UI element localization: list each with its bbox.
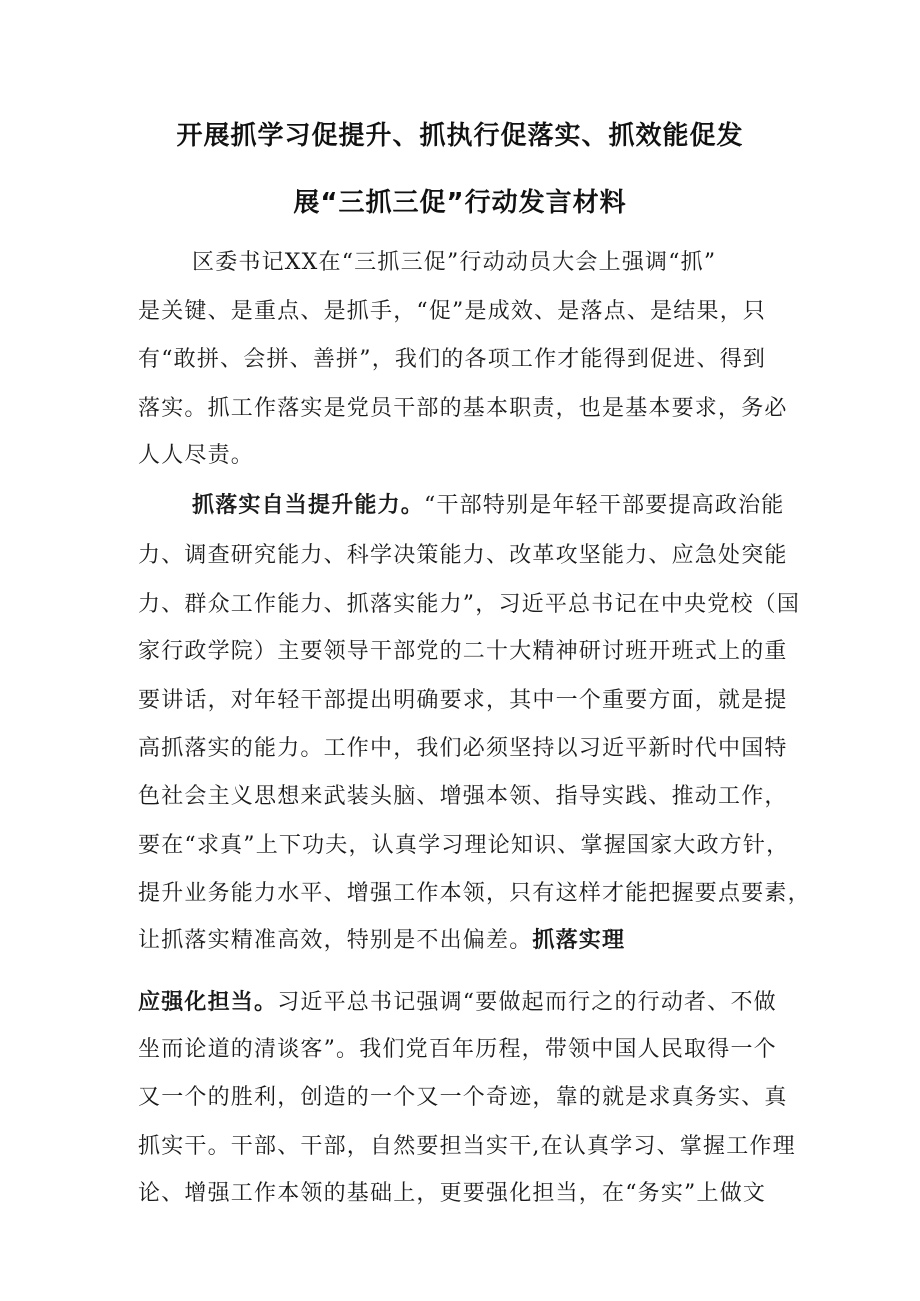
paragraph-2-line-1 bbox=[192, 488, 784, 519]
paragraph-1-line-4: 落实。抓工作落实是党员干部的基本职责，也是基本要求，务必 bbox=[138, 396, 788, 421]
paragraph-3-line-1-text: 习近平总书记强调“要做起而行之的行动者、不做 bbox=[277, 990, 777, 1015]
paragraph-3-line-2: 坐而论道的清谈客”。我们党百年历程，带领中国人民取得一个 bbox=[138, 1037, 777, 1062]
paragraph-1-line-3: 有“敢拼、会拼、善拼”，我们的各项工作才能得到促进、得到 bbox=[138, 347, 767, 372]
paragraph-3-line-3: 又一个的胜利，创造的一个又一个奇迹，靠的就是求真务实、真 bbox=[138, 1085, 788, 1110]
paragraph-2-line-6: 高抓落实的能力。工作中，我们必须坚持以习近平新时代中国特 bbox=[138, 736, 788, 761]
paragraph-2-line-9: 提升业务能力水平、增强工作本领，只有这样才能把握要点要素， bbox=[138, 881, 811, 906]
paragraph-2-line-4: 家行政学院）主要领导干部党的二十大精神研讨班开班式上的重 bbox=[138, 639, 788, 664]
paragraph-2-line-10 bbox=[138, 923, 625, 954]
paragraph-2-line-2: 力、调查研究能力、科学决策能力、改革攻坚能力、应急处突能 bbox=[138, 543, 788, 568]
paragraph-2-line-1-text: “干部特别是年轻干部要提高政治能 bbox=[424, 493, 785, 518]
paragraph-3-line-1 bbox=[138, 985, 777, 1016]
paragraph-2-line-7: 色社会主义思想来武装头脑、增强本领、指导实践、推动工作， bbox=[138, 784, 788, 809]
paragraph-2-line-5: 要讲话，对年轻干部提出明确要求，其中一个重要方面，就是提 bbox=[138, 688, 788, 713]
paragraph-3-line-4: 抓实干。干部、干部，自然要担当实干,在认真学习、掌握工作理 bbox=[138, 1134, 796, 1159]
paragraph-1-line-1: 区委书记XX在“三抓三促”行动动员大会上强调“抓” bbox=[192, 250, 717, 275]
paragraph-1-line-2: 是关键、是重点、是抓手，“促”是成效、是落点、是结果，只 bbox=[138, 299, 767, 324]
paragraph-3-heading-start: 抓落实理 bbox=[532, 928, 626, 953]
paragraph-2-line-3: 力、群众工作能力、抓落实能力”，习近平总书记在中央党校（国 bbox=[138, 592, 801, 617]
paragraph-2-line-10-text: 让抓落实精准高效，特别是不出偏差。 bbox=[138, 928, 533, 953]
paragraph-2-line-8: 要在“求真”上下功夫，认真学习理论知识、掌握国家大政方针， bbox=[138, 833, 790, 858]
paragraph-3-line-5: 论、增强工作本领的基础上，更要强化担当，在“务实”上做文 bbox=[138, 1181, 767, 1206]
paragraph-2-heading: 抓落实自当提升能力。 bbox=[192, 493, 425, 518]
paragraph-3-heading-end: 应强化担当。 bbox=[138, 990, 278, 1015]
paragraph-1-line-5: 人人尽责。 bbox=[138, 443, 255, 468]
document-title-line-2: 展“三抓三促”行动发言材料 bbox=[293, 188, 627, 218]
document-title-line-1: 开展抓学习促提升、抓执行促落实、抓效能促发 bbox=[176, 121, 744, 151]
